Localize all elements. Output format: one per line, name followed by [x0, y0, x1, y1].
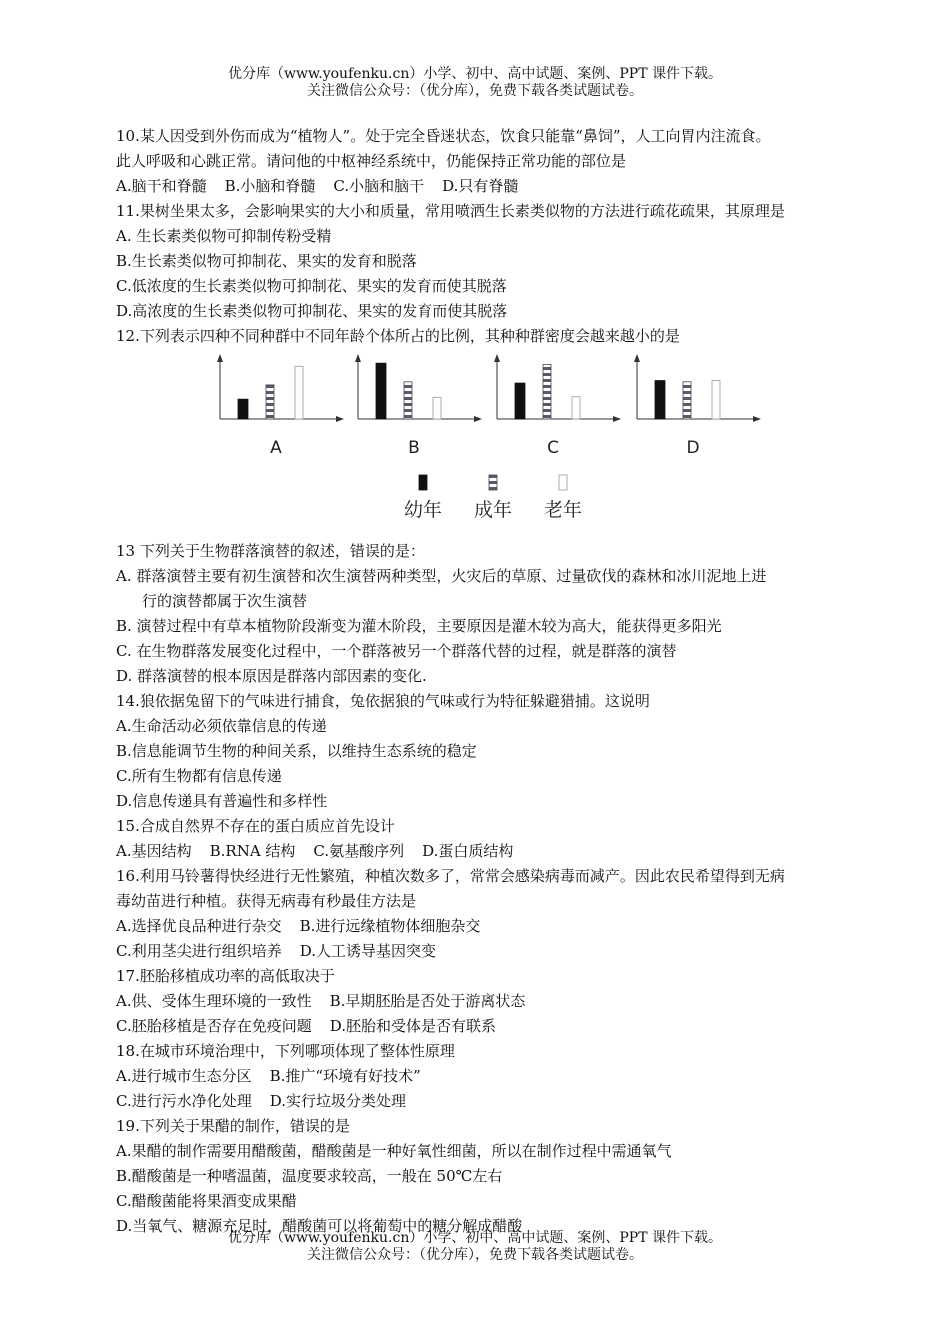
q13-option-a-1: A. 群落演替主要有初生演替和次生演替两种类型，火灾后的草原、过量砍伐的森林和冰川泥地上进 [116, 567, 767, 585]
q17-stem: 17.胚胎移植成功率的高低取决于 [116, 967, 335, 985]
question-content [116, 124, 876, 1239]
bar-A-series-3 [295, 366, 303, 419]
header-line-2: 关注微信公众号：（优分库），免费下载各类试题试卷。 [307, 83, 643, 99]
q19-option-c: C.醋酸菌能将果酒变成果醋 [116, 1192, 297, 1210]
q18-option-d: D.实行垃圾分类处理 [269, 1092, 406, 1110]
q15-options [116, 839, 876, 864]
q18-option-b: B.推广“环境有好技术” [269, 1067, 421, 1085]
bar-C-series-1 [515, 383, 525, 419]
q19-option-a: A.果醋的制作需要用醋酸菌，醋酸菌是一种好氧性细菌，所以在制作过程中需通氧气 [116, 1142, 672, 1160]
q17-option-b: B.早期胚胎是否处于游离状态 [329, 992, 526, 1010]
bar-C-series-2 [543, 364, 551, 419]
q10-stem-2: 此人呼吸和心跳正常。请问他的中枢神经系统中，仍能保持正常功能的部位是 [116, 152, 627, 170]
q16-stem-1: 16.利用马铃薯得快经进行无性繁殖，种植次数多了，常常会感染病毒而减产。因此农民希望得到无病 [116, 867, 785, 885]
legend-swatch-1 [419, 475, 427, 490]
legend-swatch-3 [559, 475, 567, 490]
q13-stem: 13 下列关于生物群落演替的叙述，错误的是： [116, 542, 425, 560]
q18-options-row-1 [116, 1064, 876, 1089]
category-label-A: A [270, 438, 282, 458]
footer-line-2: 关注微信公众号：（优分库），免费下载各类试题试卷。 [307, 1247, 643, 1263]
legend-label-3: 老年 [543, 499, 583, 521]
q10-option-c: C.小脑和脑干 [333, 177, 425, 195]
panel-A-y-arrow [217, 354, 223, 362]
bar-A-series-2 [266, 385, 274, 419]
q14-option-c: C.所有生物都有信息传递 [116, 767, 282, 785]
q15-option-b: B.RNA 结构 [209, 842, 296, 860]
q18-option-c: C.进行污水净化处理 [116, 1092, 252, 1110]
age-structure-chart-svg [116, 349, 876, 539]
q15-option-d: D.蛋白质结构 [422, 842, 514, 860]
q18-options-row-2 [116, 1089, 876, 1114]
q13-option-d: D. 群落演替的根本原因是群落内部因素的变化. [116, 667, 427, 685]
panel-B-y-arrow [355, 354, 361, 362]
q15-option-a: A.基因结构 [116, 842, 192, 860]
q10-options [116, 174, 876, 199]
q10-option-d: D.只有脊髓 [442, 177, 519, 195]
q11-option-d: D.高浓度的生长素类似物可抑制花、果实的发育而使其脱落 [116, 302, 508, 320]
q16-option-d: D.人工诱导基因突变 [299, 942, 436, 960]
q11-option-c: C.低浓度的生长素类似物可抑制花、果实的发育而使其脱落 [116, 277, 507, 295]
category-label-D: D [686, 438, 700, 458]
legend-swatch-2 [489, 475, 497, 490]
q17-options-row-2 [116, 1014, 876, 1039]
footer-line-1: 优分库（www.youfenku.cn）小学、初中、高中试题、案例、PPT 课件下载。 [227, 1230, 722, 1246]
legend-label-2: 成年 [473, 499, 513, 521]
q14-option-a: A.生命活动必须依靠信息的传递 [116, 717, 327, 735]
q13-option-c: C. 在生物群落发展变化过程中，一个群落被另一个群落代替的过程，就是群落的演替 [116, 642, 677, 660]
panel-C-y-arrow [494, 354, 500, 362]
category-label-B: B [408, 438, 420, 458]
q16-stem-2: 毒幼苗进行种植。获得无病毒有秒最佳方法是 [116, 892, 417, 910]
q11-option-b: B.生长素类似物可抑制花、果实的发育和脱落 [116, 252, 417, 270]
q14-option-d: D.信息传递具有普遍性和多样性 [116, 792, 328, 810]
panel-A-x-arrow [336, 416, 344, 422]
bar-B-series-2 [404, 382, 412, 419]
header-line-1: 优分库（www.youfenku.cn）小学、初中、高中试题、案例、PPT 课件下载。 [227, 66, 722, 82]
q14-stem: 14.狼依据兔留下的气味进行捕食，兔依据狼的气味或行为特征躲避猎捕。这说明 [116, 692, 650, 710]
bar-A-series-1 [238, 399, 248, 419]
q17-option-c: C.胚胎移植是否存在免疫问题 [116, 1017, 312, 1035]
q14-option-b: B.信息能调节生物的种间关系，以维持生态系统的稳定 [116, 742, 477, 760]
q19-option-b: B.醋酸菌是一种嗜温菌，温度要求较高，一般在 50℃左右 [116, 1167, 503, 1185]
q13-option-b: B. 演替过程中有草本植物阶段渐变为灌木阶段，主要原因是灌木较为高大，能获得更多阳光 [116, 617, 722, 635]
q13-option-a-2: 行的演替都属于次生演替 [142, 592, 308, 610]
q16-option-b: B.进行远缘植物体细胞杂交 [299, 917, 481, 935]
q10-option-b: B.小脑和脊髓 [224, 177, 316, 195]
bar-D-series-3 [712, 381, 720, 419]
q17-options-row-1 [116, 989, 876, 1014]
q15-stem: 15.合成自然界不存在的蛋白质应首先设计 [116, 817, 395, 835]
q17-option-a: A.供、受体生理环境的一致性 [116, 992, 312, 1010]
q18-stem: 18.在城市环境治理中，下列哪项体现了整体性原理 [116, 1042, 455, 1060]
q10-stem-1: 10.某人因受到外伤而成为“植物人”。处于完全昏迷状态，饮食只能靠“鼻饲”，人工向胃内注流食。 [116, 127, 771, 145]
q19-option-d: D.当氧气、糖源充足时，醋酸菌可以将葡萄中的糖分解成醋酸 [116, 1217, 523, 1235]
page-footer [0, 1230, 950, 1264]
q16-option-c: C.利用茎尖进行组织培养 [116, 942, 282, 960]
panel-D-x-arrow [753, 416, 761, 422]
q17-option-d: D.胚胎和受体是否有联系 [329, 1017, 496, 1035]
panel-C-x-arrow [613, 416, 621, 422]
q11-option-a: A. 生长素类似物可抑制传粉受精 [116, 227, 332, 245]
q16-options-row-2 [116, 939, 876, 964]
q12-stem: 12.下列表示四种不同种群中不同年龄个体所占的比例，其种种群密度会越来越小的是 [116, 327, 680, 345]
bar-B-series-1 [376, 363, 386, 419]
bar-C-series-3 [572, 397, 580, 419]
legend-label-1: 幼年 [403, 499, 443, 521]
q16-options-row-1 [116, 914, 876, 939]
panel-D-y-arrow [634, 354, 640, 362]
age-structure-chart [116, 349, 876, 539]
page-header [0, 66, 950, 100]
panel-B-x-arrow [474, 416, 482, 422]
bar-D-series-2 [683, 382, 691, 419]
bar-D-series-1 [655, 381, 665, 419]
q15-option-c: C.氨基酸序列 [313, 842, 405, 860]
q18-option-a: A.进行城市生态分区 [116, 1067, 252, 1085]
q11-stem: 11.果树坐果太多，会影响果实的大小和质量，常用喷洒生长素类似物的方法进行疏花疏果，其原理是 [116, 202, 785, 220]
q10-option-a: A.脑干和脊髓 [116, 177, 207, 195]
category-label-C: C [547, 438, 559, 458]
q16-option-a: A.选择优良品种进行杂交 [116, 917, 282, 935]
q19-stem: 19.下列关于果醋的制作，错误的是 [116, 1117, 350, 1135]
bar-B-series-3 [433, 397, 441, 419]
